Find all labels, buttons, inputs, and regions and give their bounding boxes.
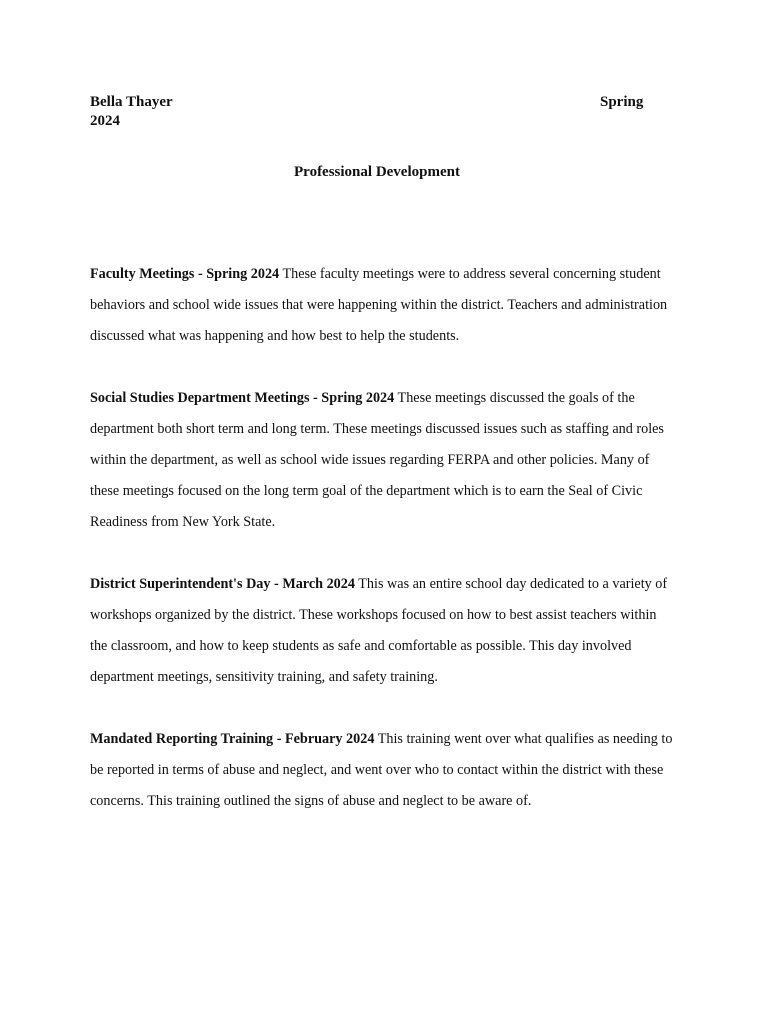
entry-text: These meetings discussed the goals of the department both short term and long term. These meetings discussed issues such as staffing and roles within the department, as well as school wide issues regarding FERPA and other policies. Many of these meetings focused on the long term goal of the department which is to earn the Seal of Civic Readiness from New York State.	[90, 390, 664, 530]
term-year: 2024	[90, 113, 120, 129]
document-page	[90, 93, 674, 848]
entry-title: Social Studies Department Meetings - Spring 2024	[90, 390, 395, 406]
term-label: Spring	[600, 94, 644, 110]
entry-text: This was an entire school day dedicated to a variety of workshops organized by the district. These workshops focused on how to best assist teachers within the classroom, and how to keep students as safe and comfortable as possible. This day involved department meetings, sensitivity training, and safety training.	[90, 576, 668, 685]
entry-superintendents-day	[90, 569, 674, 693]
author-name: Bella Thayer	[90, 94, 173, 110]
entry-title: Mandated Reporting Training - February 2024	[90, 731, 375, 747]
entry-list	[90, 259, 674, 817]
entry-social-studies-meetings	[90, 383, 674, 538]
document-title: Professional Development	[294, 164, 460, 180]
entry-mandated-reporting	[90, 724, 674, 817]
entry-faculty-meetings	[90, 259, 674, 352]
entry-text: This training went over what qualifies as needing to be reported in terms of abuse and neglect, and went over who to contact within the district with these concerns. This training outlined the signs of abuse and neglect to be aware of.	[90, 731, 673, 809]
entry-title: Faculty Meetings - Spring 2024	[90, 266, 280, 282]
entry-text: These faculty meetings were to address several concerning student behaviors and school wide issues that were happening within the district. Teachers and administration discussed what was happening and how best to help the students.	[90, 266, 668, 344]
entry-title: District Superintendent's Day - March 2024	[90, 576, 355, 592]
document-header	[90, 93, 674, 131]
